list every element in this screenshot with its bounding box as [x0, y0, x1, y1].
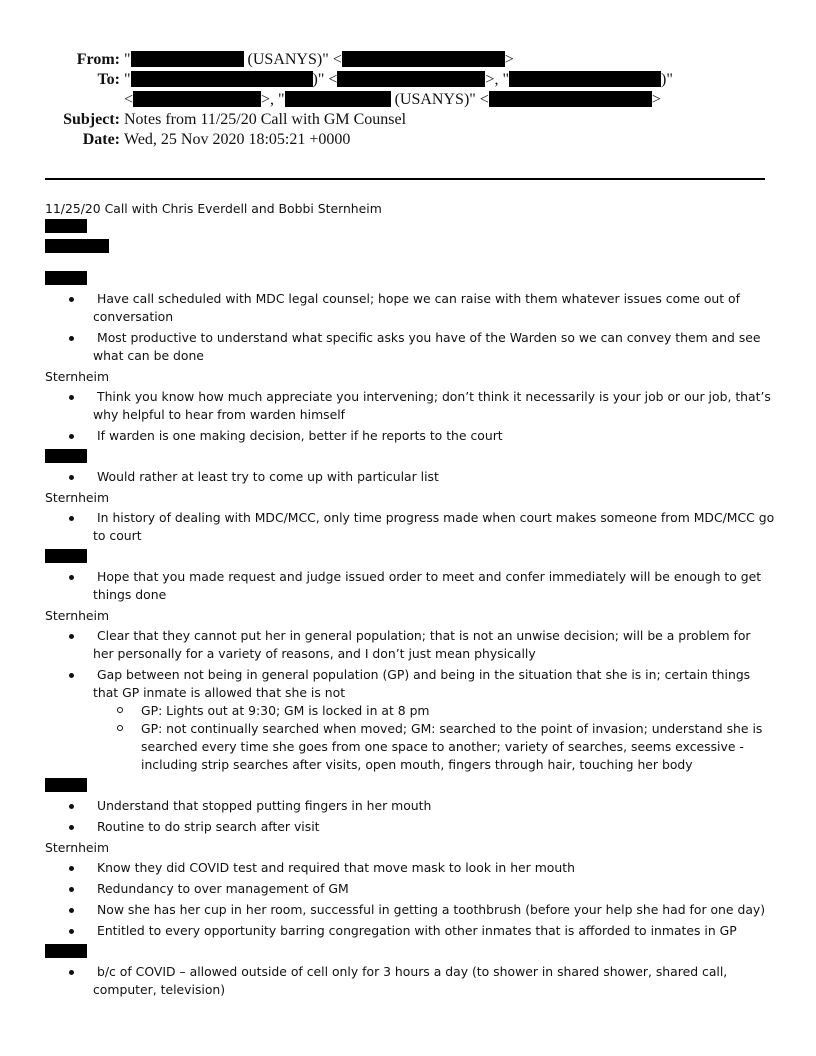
- circle-bullet-icon: [117, 725, 123, 731]
- list-item-text: In history of dealing with MDC/MCC, only time progress made when court makes someone from MDC/MCC go to court: [93, 510, 775, 543]
- list-item: [45, 922, 775, 940]
- bullet-icon: [69, 395, 74, 400]
- redacted-line: [45, 238, 775, 258]
- list-item: [45, 797, 775, 815]
- from-value: [124, 50, 514, 70]
- to-line2-text-3: (USANYS)" <: [390, 91, 489, 108]
- list-item: [45, 666, 775, 774]
- list-item: [45, 859, 775, 877]
- redaction-box: [45, 944, 87, 958]
- bullet-list: [45, 290, 775, 365]
- redaction-box: [285, 91, 391, 107]
- bullet-list: [45, 963, 775, 999]
- speaker-name: Sternheim: [45, 369, 110, 384]
- from-text-1: ": [124, 51, 131, 68]
- list-item: [45, 627, 775, 663]
- list-item-text: Hope that you made request and judge issued order to meet and confer immediately will be enough to get things done: [93, 569, 762, 602]
- redaction-box: [45, 778, 87, 792]
- from-text-2: (USANYS)" <: [243, 51, 342, 68]
- bullet-list: [45, 468, 775, 486]
- speaker-redacted: [45, 448, 775, 466]
- to-value-continued: [124, 90, 661, 110]
- from-row: [0, 50, 816, 70]
- list-item: [45, 329, 775, 365]
- bullet-list: [45, 627, 775, 774]
- speaker-name: Sternheim: [45, 608, 110, 623]
- redaction-box: [342, 51, 505, 67]
- header-divider: [45, 178, 765, 180]
- bullet-icon: [69, 929, 74, 934]
- subject-label: Subject:: [63, 111, 120, 128]
- bullet-icon: [69, 475, 74, 480]
- circle-bullet-icon: [117, 707, 123, 713]
- bullet-icon: [69, 866, 74, 871]
- speaker-name: Sternheim: [45, 490, 110, 505]
- list-item-text: Think you know how much appreciate you intervening; don’t think it necessarily is your job or our job, that’s why helpful to hear from warden himself: [93, 389, 771, 422]
- redaction-box: [489, 91, 652, 107]
- list-item-text: Understand that stopped putting fingers in her mouth: [97, 798, 432, 813]
- redaction-box: [131, 71, 313, 87]
- redaction-box: [45, 449, 87, 463]
- to-row: [0, 70, 816, 90]
- list-item: [45, 388, 775, 424]
- sub-list-item-text: GP: not continually searched when moved; GM: searched to the point of invasion; understand she is searched every time she goes from one space to another; variety of searches, seems excessive - including strip searches after visits, open mouth, fingers through hair, touching her body: [141, 721, 763, 772]
- to-text-2: )" <: [312, 71, 338, 88]
- list-item-text: Redundancy to over management of GM: [97, 881, 349, 896]
- list-item: [45, 568, 775, 604]
- list-item: [45, 427, 775, 445]
- bullet-list: [45, 859, 775, 940]
- bullet-icon: [69, 434, 74, 439]
- bullet-icon: [69, 673, 74, 678]
- sub-bullet-list: [93, 702, 775, 774]
- redaction-box: [45, 549, 87, 563]
- list-item: [45, 509, 775, 545]
- sub-list-item: [93, 720, 775, 774]
- redacted-line: [45, 218, 775, 238]
- redaction-box: [45, 239, 109, 253]
- list-item: [45, 290, 775, 326]
- redaction-box: [337, 71, 485, 87]
- email-body: [45, 200, 775, 1002]
- to-line2-text-2: >, ": [261, 91, 285, 108]
- from-label: From:: [76, 51, 120, 68]
- sub-list-item: [93, 702, 775, 720]
- to-text-3: >, ": [485, 71, 509, 88]
- date-row: [0, 130, 816, 150]
- list-item-text: Clear that they cannot put her in general population; that is not an unwise decision; will be a problem for her personally for a variety of reasons, and I don’t just mean physically: [93, 628, 751, 661]
- redaction-box: [133, 91, 261, 107]
- to-text-4: )": [660, 71, 673, 88]
- list-item: [45, 468, 775, 486]
- date-value: Wed, 25 Nov 2020 18:05:21 +0000: [124, 131, 351, 148]
- bullet-list: [45, 388, 775, 445]
- speaker-redacted: [45, 777, 775, 795]
- list-item-text: Have call scheduled with MDC legal counsel; hope we can raise with them whatever issues come out of conversation: [93, 291, 740, 324]
- bullet-icon: [69, 825, 74, 830]
- to-value: [124, 70, 673, 90]
- bullet-icon: [69, 634, 74, 639]
- to-row-continued: [0, 90, 816, 110]
- list-item: [45, 880, 775, 898]
- subject-row: [0, 110, 816, 130]
- speaker-redacted: [45, 270, 775, 288]
- list-item: [45, 818, 775, 836]
- list-item-text: Would rather at least try to come up with particular list: [97, 469, 439, 484]
- list-item: [45, 963, 775, 999]
- bullet-icon: [69, 516, 74, 521]
- bullet-list: [45, 797, 775, 836]
- sub-list-item-text: GP: Lights out at 9:30; GM is locked in at 8 pm: [141, 703, 430, 718]
- to-label: To:: [97, 71, 120, 88]
- bullet-icon: [69, 336, 74, 341]
- subject-value: Notes from 11/25/20 Call with GM Counsel: [124, 111, 407, 128]
- list-item-text: Most productive to understand what specific asks you have of the Warden so we can convey them and see what can be done: [93, 330, 761, 363]
- speaker-redacted: [45, 943, 775, 961]
- list-item-text: Know they did COVID test and required that move mask to look in her mouth: [97, 860, 575, 875]
- spacer: [45, 258, 775, 270]
- list-item-text: Now she has her cup in her room, successful in getting a toothbrush (before your help she had for one day): [97, 902, 766, 917]
- bullet-list: [45, 568, 775, 604]
- notes-title: 11/25/20 Call with Chris Everdell and Bobbi Sternheim: [45, 201, 382, 216]
- to-text-1: ": [124, 71, 131, 88]
- speaker-name: Sternheim: [45, 840, 110, 855]
- redaction-box: [131, 51, 244, 67]
- to-line2-text-1: <: [124, 91, 134, 108]
- to-line2-text-4: >: [651, 91, 661, 108]
- list-item-text: Gap between not being in general population (GP) and being in the situation that she is in; certain things that GP inmate is allowed that she is not: [93, 667, 751, 700]
- email-header: [0, 50, 816, 150]
- redaction-box: [45, 219, 87, 233]
- redaction-box: [509, 71, 661, 87]
- bullet-icon: [69, 804, 74, 809]
- list-item-text: b/c of COVID – allowed outside of cell only for 3 hours a day (to shower in shared shower, shared call, computer, television): [93, 964, 728, 997]
- list-item-text: If warden is one making decision, better if he reports to the court: [97, 428, 503, 443]
- redaction-box: [45, 271, 87, 285]
- bullet-icon: [69, 887, 74, 892]
- list-item-text: Routine to do strip search after visit: [97, 819, 320, 834]
- speaker-redacted: [45, 548, 775, 566]
- bullet-icon: [69, 297, 74, 302]
- bullet-icon: [69, 575, 74, 580]
- bullet-icon: [69, 908, 74, 913]
- date-label: Date:: [82, 131, 120, 148]
- bullet-icon: [69, 970, 74, 975]
- from-text-3: >: [504, 51, 514, 68]
- list-item-text: Entitled to every opportunity barring congregation with other inmates that is afforded to inmates in GP: [97, 923, 737, 938]
- bullet-list: [45, 509, 775, 545]
- list-item: [45, 901, 775, 919]
